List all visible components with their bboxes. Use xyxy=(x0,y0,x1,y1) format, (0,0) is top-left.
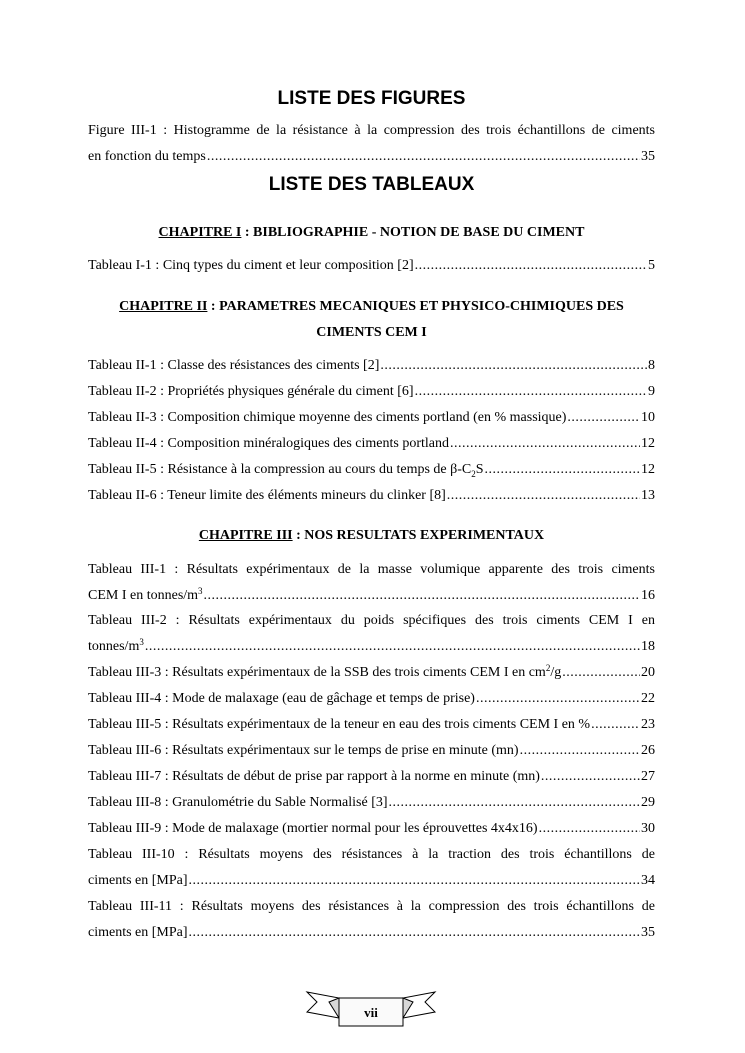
table-entry[interactable] xyxy=(88,816,655,842)
table-entry[interactable] xyxy=(88,764,655,790)
page-number: 10 xyxy=(641,410,655,425)
table-entry-text: Tableau III-8 : Granulométrie du Sable Normalisé [3] xyxy=(88,795,388,810)
table-entry-text: Tableau II-6 : Teneur limite des éléments mineurs du clinker [8] xyxy=(88,488,446,503)
table-entry[interactable] xyxy=(88,660,655,686)
table-entry[interactable] xyxy=(88,483,655,509)
chapter-2-title-line1: : PARAMETRES MECANIQUES ET PHYSICO-CHIMIQUES DES xyxy=(207,299,624,314)
leader-dots xyxy=(450,431,640,457)
leader-dots xyxy=(447,483,640,509)
table-entry-text: CEM I en tonnes/$m^3$ xyxy=(88,586,203,603)
page-number: 35 xyxy=(641,925,655,940)
table-entry-text: Tableau I-1 : Cinq types du ciment et leur composition [2] xyxy=(88,258,414,273)
page-number: 26 xyxy=(641,743,655,758)
leader-dots xyxy=(207,144,640,170)
table-entry[interactable] xyxy=(88,842,655,894)
page-number: 13 xyxy=(641,488,655,503)
table-entry-line1: Tableau III-10 : Résultats moyens des résistances à la traction des trois échantillons de xyxy=(88,847,655,862)
table-entry-text: Tableau II-5 : Résistance à la compression au cours du temps de $\beta-C_2S$ xyxy=(88,462,484,479)
page-number: 30 xyxy=(641,821,655,836)
page-number: 35 xyxy=(641,149,655,164)
page-number: 18 xyxy=(641,639,655,654)
page-number: 8 xyxy=(648,358,655,373)
chapter-2-label: CHAPITRE II xyxy=(119,299,208,314)
figure-entry-text: en fonction du temps xyxy=(88,149,206,164)
table-entry[interactable] xyxy=(88,557,655,609)
table-entry[interactable] xyxy=(88,457,655,483)
table-entry[interactable] xyxy=(88,431,655,457)
leader-dots xyxy=(562,660,640,686)
chapter-1-label: CHAPITRE I xyxy=(158,225,242,240)
page-number-footer: vii xyxy=(364,1005,378,1020)
table-entry[interactable] xyxy=(88,608,655,660)
leader-dots xyxy=(380,353,647,379)
page-number: 23 xyxy=(641,717,655,732)
tables-heading: LISTE DES TABLEAUX xyxy=(268,174,475,195)
leader-dots xyxy=(145,634,640,660)
table-entry-text: Tableau II-3 : Composition chimique moyenne des ciments portland (en % massique) xyxy=(88,410,567,425)
leader-dots xyxy=(567,405,640,431)
chapter-2-title-line2: CIMENTS CEM I xyxy=(316,325,427,340)
page-number: 16 xyxy=(641,588,655,603)
table-entry-text: Tableau II-1 : Classe des résistances des ciments [2] xyxy=(88,358,380,373)
table-entry-text: Tableau III-5 : Résultats expérimentaux de la teneur en eau des trois ciments CEM I en % xyxy=(88,717,591,732)
table-entry-text: Tableau III-7 : Résultats de début de prise par rapport à la norme en minute (mn) xyxy=(88,769,540,784)
table-entry[interactable] xyxy=(88,894,655,946)
leader-dots xyxy=(389,790,640,816)
leader-dots xyxy=(539,816,640,842)
page-number: 22 xyxy=(641,691,655,706)
leader-dots xyxy=(189,868,640,894)
leader-dots xyxy=(415,253,647,279)
leader-dots xyxy=(520,738,640,764)
table-entry[interactable] xyxy=(88,790,655,816)
figure-entry[interactable] xyxy=(88,118,655,170)
table-entry-text: ciments en [MPa] xyxy=(88,925,188,940)
page-number: 9 xyxy=(648,384,655,399)
page-footer-ribbon xyxy=(305,988,437,1028)
table-entry-text: Tableau III-6 : Résultats expérimentaux sur le temps de prise en minute (mn) xyxy=(88,743,519,758)
leader-dots xyxy=(415,379,647,405)
figure-entry-line1: Figure III-1 : Histogramme de la résistance à la compression des trois échantillons de ciments xyxy=(88,123,655,138)
table-entry-line1: Tableau III-2 : Résultats expérimentaux du poids spécifiques des trois ciments CEM I en xyxy=(88,613,655,628)
table-entry-text: tonnes/$m^3$ xyxy=(88,637,144,654)
page-number: 20 xyxy=(641,665,655,680)
figures-heading: LISTE DES FIGURES xyxy=(277,88,466,109)
leader-dots xyxy=(476,686,640,712)
page-number: 34 xyxy=(641,873,655,888)
table-entry[interactable] xyxy=(88,405,655,431)
page-number: 12 xyxy=(641,436,655,451)
leader-dots xyxy=(189,920,640,946)
table-entry-text: Tableau II-2 : Propriétés physiques générale du ciment [6] xyxy=(88,384,414,399)
table-entry-text: Tableau II-4 : Composition minéralogiques des ciments portland xyxy=(88,436,449,451)
table-entry[interactable] xyxy=(88,738,655,764)
table-entry-text: Tableau III-9 : Mode de malaxage (mortier normal pour les éprouvettes 4x4x16) xyxy=(88,821,538,836)
table-entry[interactable] xyxy=(88,253,655,279)
chapter-3-label: CHAPITRE III xyxy=(198,528,293,543)
page-number: 27 xyxy=(641,769,655,784)
leader-dots xyxy=(485,457,640,483)
table-entry-text: ciments en [MPa] xyxy=(88,873,188,888)
table-entry[interactable] xyxy=(88,379,655,405)
chapter-2-heading xyxy=(88,294,655,346)
leader-dots xyxy=(591,712,640,738)
chapter-1-title: : BIBLIOGRAPHIE - NOTION DE BASE DU CIMENT xyxy=(241,225,585,240)
page-number: 5 xyxy=(648,258,655,273)
chapter-3-title: : NOS RESULTATS EXPERIMENTAUX xyxy=(292,528,545,543)
page-number: 29 xyxy=(641,795,655,810)
table-entry[interactable] xyxy=(88,712,655,738)
table-entry-line1: Tableau III-1 : Résultats expérimentaux de la masse volumique apparente des trois ciments xyxy=(88,562,655,577)
table-entry-line1: Tableau III-11 : Résultats moyens des résistances à la compression des trois échantillons de xyxy=(88,899,655,914)
leader-dots xyxy=(204,583,640,609)
chapter-1-heading xyxy=(88,220,655,246)
page-number: 12 xyxy=(641,462,655,477)
figure-entry-line2 xyxy=(88,144,655,170)
table-entry[interactable] xyxy=(88,353,655,379)
table-entry[interactable] xyxy=(88,686,655,712)
table-entry-text: Tableau III-3 : Résultats expérimentaux de la SSB des trois ciments CEM I en $cm^2/g$ xyxy=(88,663,562,680)
leader-dots xyxy=(541,764,640,790)
table-entry-text: Tableau III-4 : Mode de malaxage (eau de gâchage et temps de prise) xyxy=(88,691,475,706)
chapter-3-heading xyxy=(88,523,655,549)
